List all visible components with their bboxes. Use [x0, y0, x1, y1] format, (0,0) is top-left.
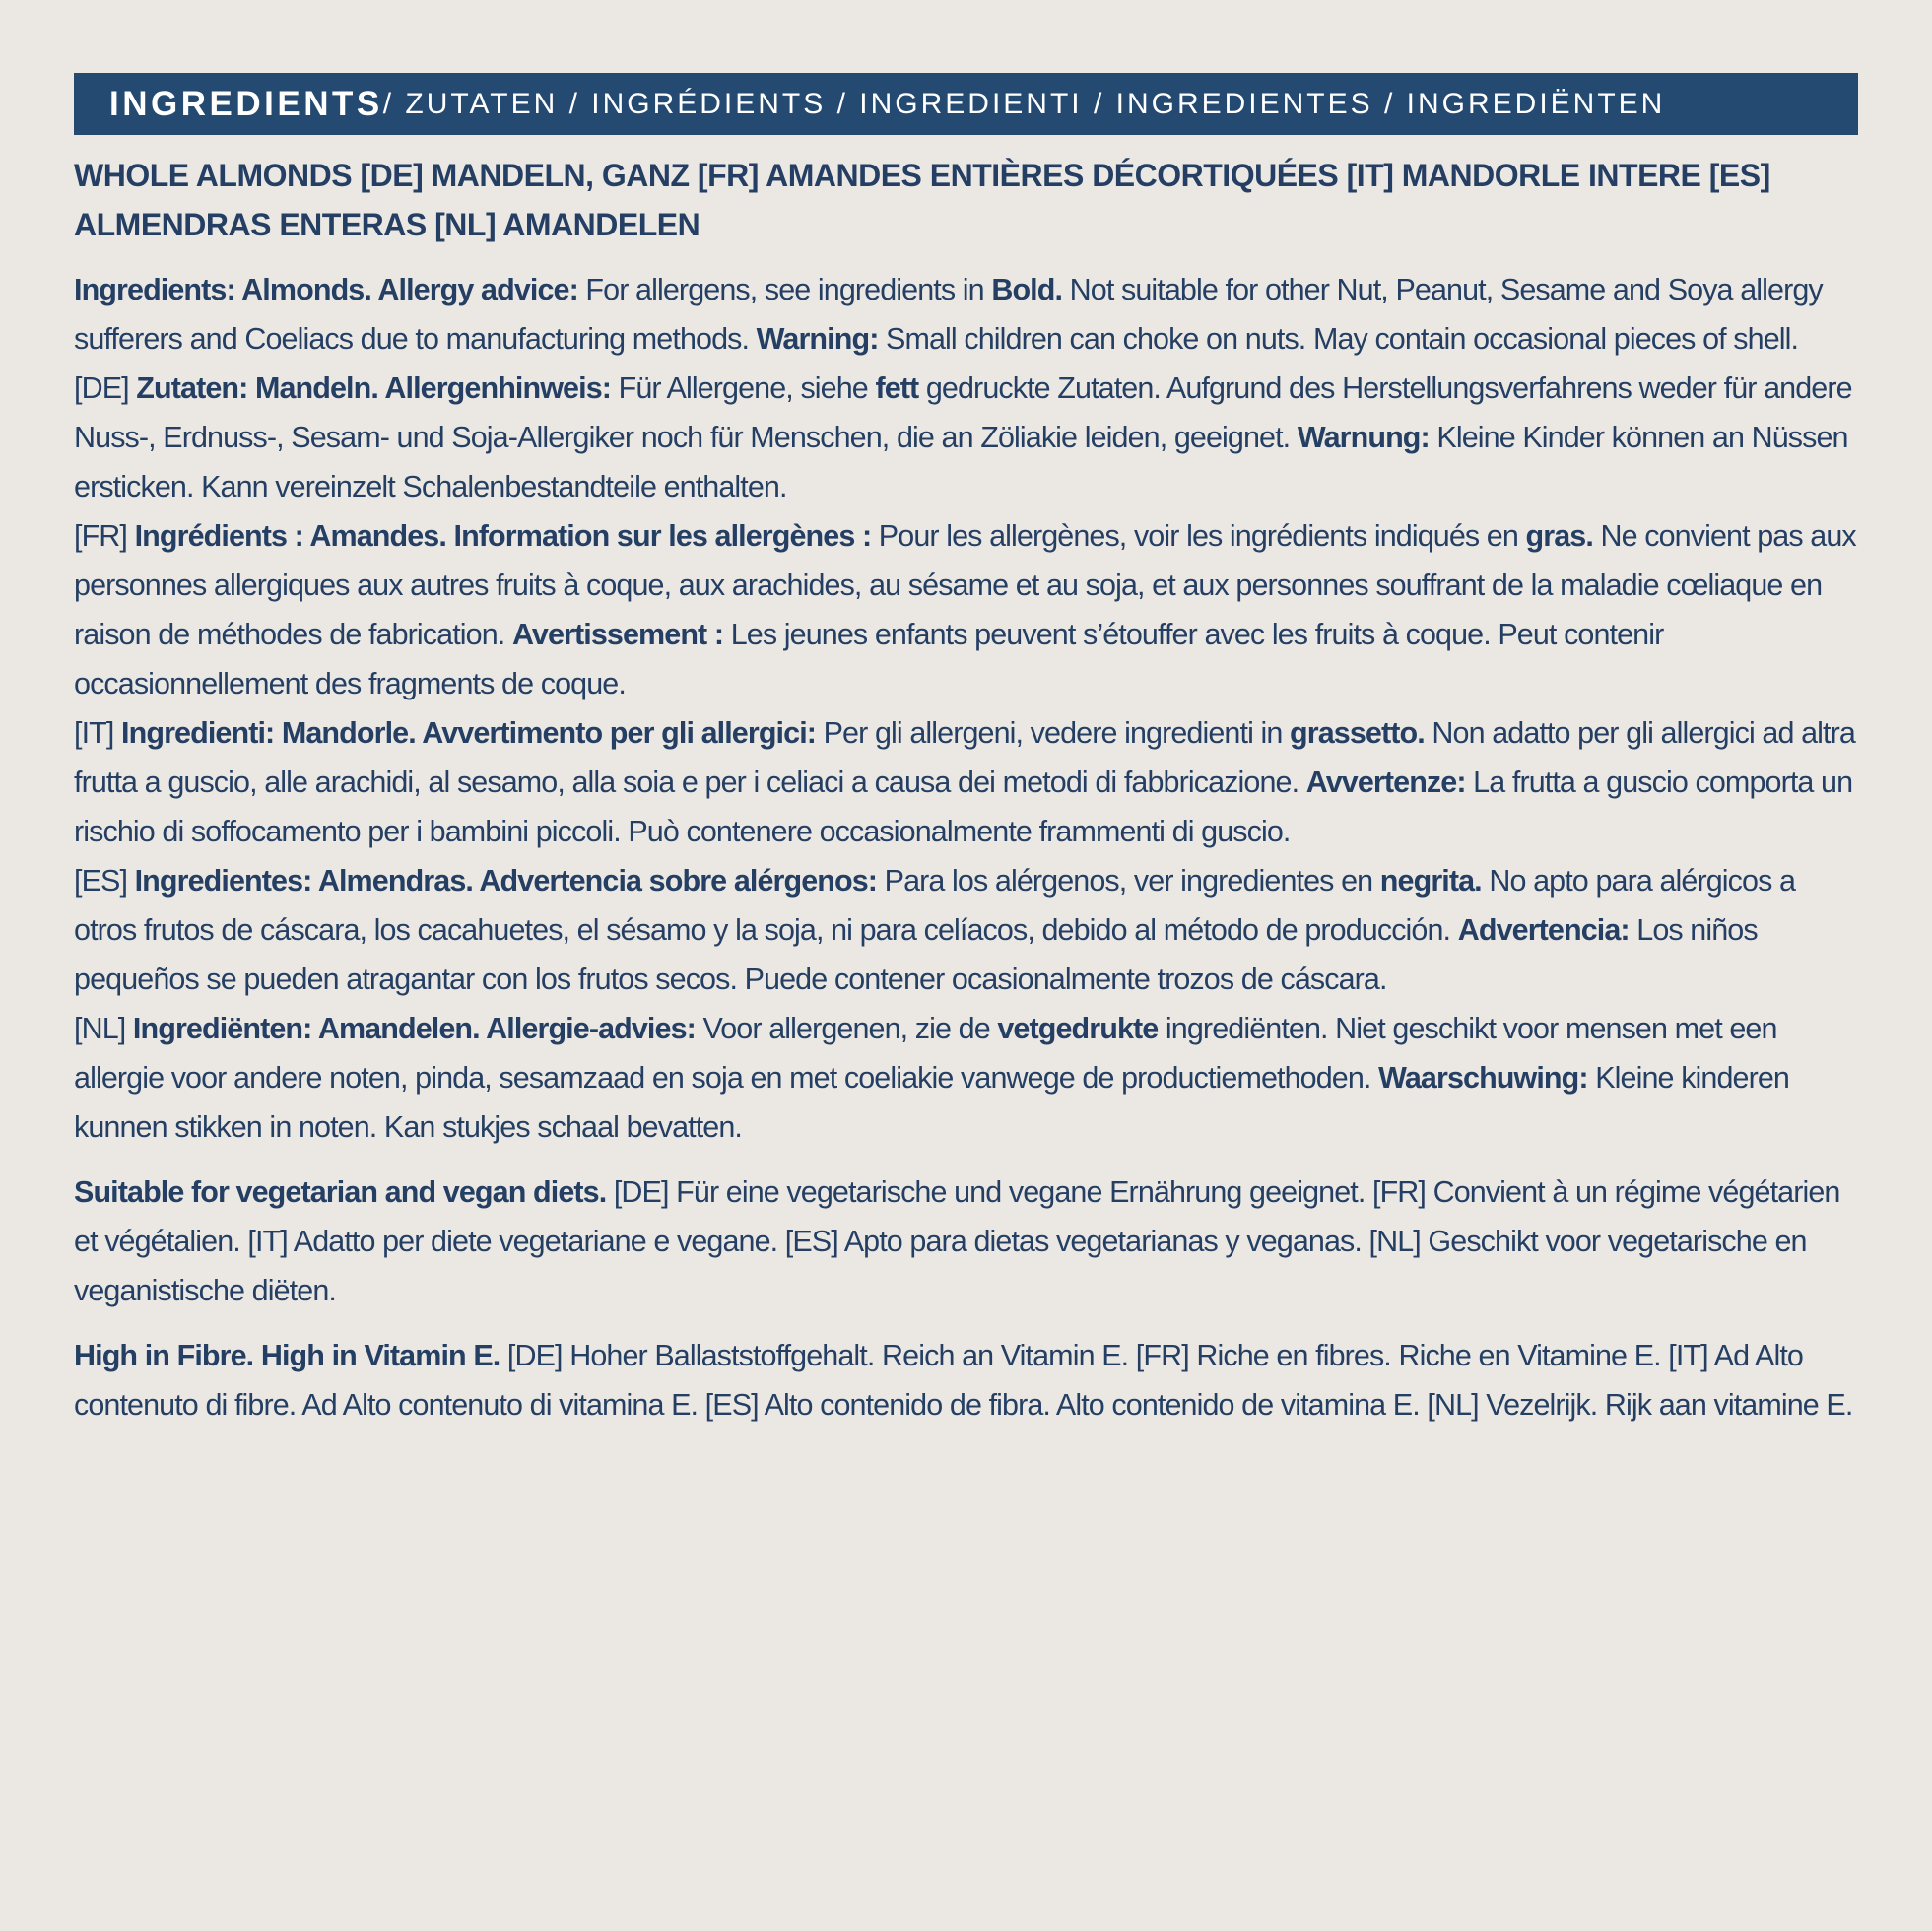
header-translations: / ZUTATEN / INGRÉDIENTS / INGREDIENTI / INGREDIENTES / INGREDIËNTEN — [382, 87, 1666, 120]
nutrition-bold: High in Fibre. High in Vitamin E. — [74, 1339, 500, 1372]
de-text-2: gedruckte Zutaten. Aufgrund des Herstellungsverfahrens weder für andere Nuss-, Erdnuss-, Sesam- und Soja-Allergiker noch für Menschen, die an Zöliakie leiden, geeignet. — [74, 371, 1852, 454]
de-bold-warning: Warnung: — [1297, 421, 1430, 454]
header-title: INGREDIENTS — [109, 84, 383, 123]
de-prefix: [DE] — [74, 371, 137, 405]
nutrition-claims — [74, 1331, 1858, 1430]
it-text-1: Per gli allergeni, vedere ingredienti in — [816, 716, 1291, 750]
it-prefix: [IT] — [74, 716, 122, 750]
paragraph-fr — [74, 511, 1858, 708]
fr-text-3: Les jeunes enfants peuvent s’étouffer avec les fruits à coque. Peut contenir occasionnellement des fragments de coque. — [74, 618, 1664, 700]
nl-bold-lead: Ingrediënten: Amandelen. Allergie-advies: — [132, 1012, 696, 1045]
fr-bold-warning: Avertissement : — [511, 618, 724, 651]
nl-text-1: Voor allergenen, zie de — [695, 1012, 998, 1045]
diet-bold: Suitable for vegetarian and vegan diets. — [74, 1175, 607, 1209]
en-bold-warning: Warning: — [756, 322, 879, 356]
es-bold-lead: Ingredientes: Almendras. Advertencia sobre alérgenos: — [134, 864, 878, 898]
de-text-1: Für Allergene, siehe — [611, 371, 876, 405]
diet-statement — [74, 1167, 1858, 1315]
es-text-3: Los niños pequeños se pueden atragantar con los frutos secos. Puede contener ocasionalmente trozos de cáscara. — [74, 913, 1758, 996]
it-text-3: La frutta a guscio comporta un rischio di soffocamento per i bambini piccoli. Può contenere occasionalmente frammenti di guscio. — [74, 766, 1853, 848]
fr-text-1: Pour les allergènes, voir les ingrédients indiqués en — [871, 519, 1526, 553]
en-text-1: For allergens, see ingredients in — [577, 273, 992, 306]
paragraph-de — [74, 364, 1858, 511]
it-text-2: Non adatto per gli allergici ad altra frutta a guscio, alle arachidi, al sesamo, alla soia e per i celiaci a causa dei metodi di fabbricazione. — [74, 716, 1855, 799]
nutrition-text: [DE] Hoher Ballaststoffgehalt. Reich an Vitamin E. [FR] Riche en fibres. Riche en Vitamine E. [IT] Ad Alto contenuto di fibre. Ad Alto contenuto di vitamina E. [ES] Alto contenido de fibra. Alto contenido de vitamina E. [NL] Vezelrijk. Rijk aan vitamine E. — [74, 1339, 1853, 1422]
de-text-3: Kleine Kinder können an Nüssen ersticken. Kann vereinzelt Schalenbestandteile enthalten. — [74, 421, 1848, 503]
ingredients-label — [74, 73, 1858, 1430]
nl-bold-warning: Waarschuwing: — [1378, 1061, 1588, 1095]
de-bold-2: fett — [875, 371, 919, 405]
es-text-1: Para los alérgenos, ver ingredientes en — [877, 864, 1380, 898]
de-bold-lead: Zutaten: Mandeln. Allergenhinweis: — [136, 371, 612, 405]
fr-prefix: [FR] — [74, 519, 135, 553]
es-text-2: No apto para alérgicos a otros frutos de cáscara, los cacahuetes, el sésamo y la soja, ni para celíacos, debido al método de producción. — [74, 864, 1796, 947]
fr-text-2: Ne convient pas aux personnes allergiques aux autres fruits à coque, aux arachides, au sésame et au soja, et aux personnes souffrant de la maladie cœliaque en raison de méthodes de fabrication. — [74, 519, 1856, 651]
en-bold-2: Bold. — [991, 273, 1063, 306]
es-bold-2: negrita. — [1379, 864, 1482, 898]
en-bold-lead: Ingredients: Almonds. Allergy advice: — [74, 273, 578, 306]
it-bold-warning: Avvertenze: — [1305, 766, 1466, 799]
ingredients-text — [74, 265, 1858, 1152]
product-name: WHOLE ALMONDS [DE] MANDELN, GANZ [FR] AMANDES ENTIÈRES DÉCORTIQUÉES [IT] MANDORLE INTERE [ES] ALMENDRAS ENTERAS [NL] AMANDELEN — [74, 158, 1770, 242]
es-prefix: [ES] — [74, 864, 135, 898]
fr-bold-lead: Ingrédients : Amandes. Information sur les allergènes : — [134, 519, 872, 553]
paragraph-it — [74, 708, 1858, 856]
nl-prefix: [NL] — [74, 1012, 133, 1045]
it-bold-2: grassetto. — [1290, 716, 1425, 750]
it-bold-lead: Ingredienti: Mandorle. Avvertimento per gli allergici: — [121, 716, 817, 750]
nl-bold-2: vetgedrukte — [997, 1012, 1159, 1045]
diet-text: [DE] Für eine vegetarische und vegane Ernährung geeignet. [FR] Convient à un régime végétarien et végétalien. [IT] Adatto per diete vegetariane e vegane. [ES] Apto para dietas vegetarianas y veganas. [NL] Geschikt voor vegetarische en veganistische diëten. — [74, 1175, 1840, 1307]
paragraph-nl — [74, 1004, 1858, 1152]
es-bold-warning: Advertencia: — [1457, 913, 1630, 947]
nl-text-3: Kleine kinderen kunnen stikken in noten. Kan stukjes schaal bevatten. — [74, 1061, 1789, 1144]
en-text-3: Small children can choke on nuts. May contain occasional pieces of shell. — [878, 322, 1799, 356]
fr-bold-2: gras. — [1525, 519, 1593, 553]
paragraph-en — [74, 265, 1858, 364]
paragraph-es — [74, 856, 1858, 1004]
nl-text-2: ingrediënten. Niet geschikt voor mensen met een allergie voor andere noten, pinda, sesamzaad en soja en met coeliakie vanwege de productiemethoden. — [74, 1012, 1777, 1095]
ingredients-header-bar — [74, 73, 1858, 135]
en-text-2: Not suitable for other Nut, Peanut, Sesame and Soya allergy sufferers and Coeliacs due to manufacturing methods. — [74, 273, 1823, 356]
